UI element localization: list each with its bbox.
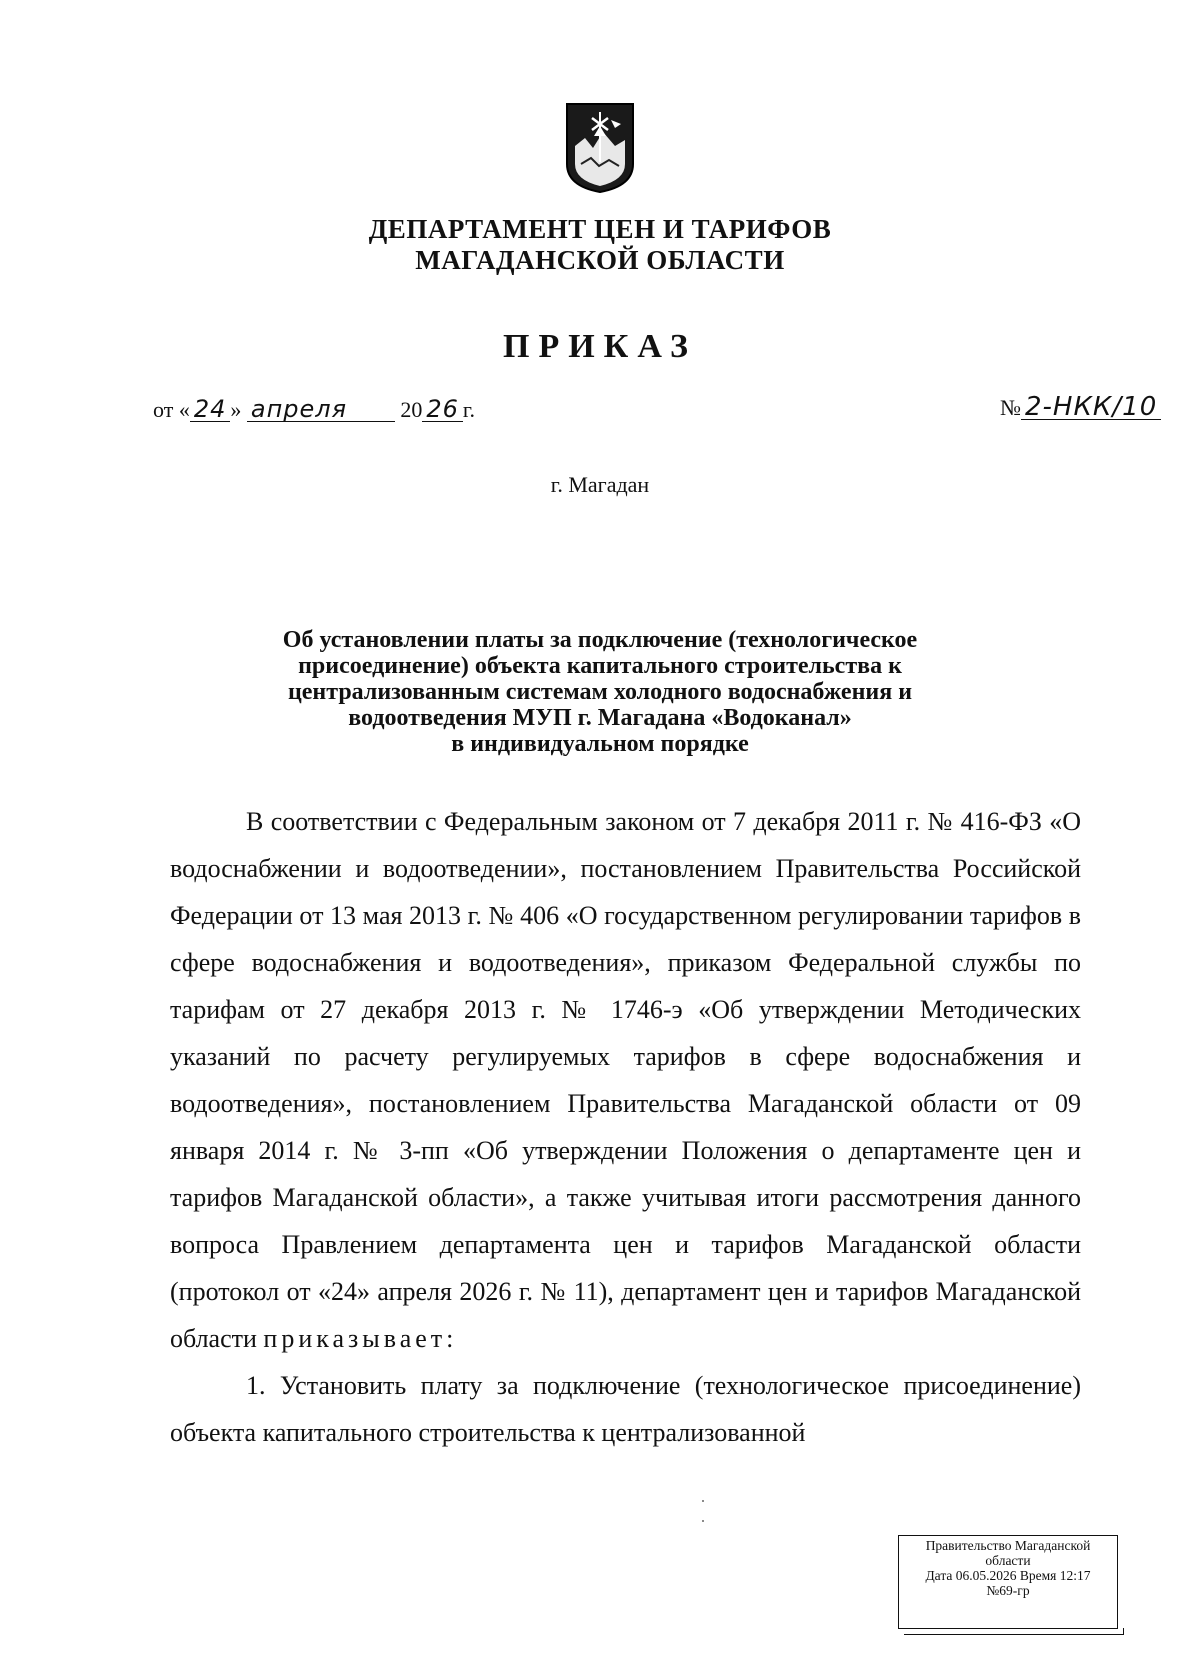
city-name: г. Магадан <box>550 472 650 497</box>
preamble-paragraph: В соответствии с Федеральным законом от 7 декабря 2011 г. № 416-ФЗ «О водоснабжении и водоотведении», постановлением Правительства Российской Федерации от 13 мая 2013 г. № 406 «О государственном регулировании тарифов в сфере водоснабжения и водоотведения», приказом Федеральной службы по тарифам от 27 декабря 2013 г. № 1746-э «Об утверждении Методических указаний по расчету регулируемых тарифов в сфере водоснабжения и водоотведения», постановлением Правительства Магаданской области от 09 января 2014 г. № 3-пп «Об утверждении Положения о департаменте цен и тарифов Магаданской области», а также учитывая итоги рассмотрения данного вопроса Правлением департамента цен и тарифов Магаданской области (протокол от «24» апреля 2026 г. № 11), департамент цен и тарифов Магаданской области приказывает: <box>170 807 1081 1353</box>
order-date <box>153 397 475 423</box>
order-subject <box>200 627 1000 757</box>
clause-1-paragraph: 1. Установить плату за подключение (технологическое присоединение) объекта капитального строительства к централизованной <box>170 1371 1081 1447</box>
document-type-title: ПРИКАЗ <box>503 328 697 365</box>
subject-line: присоединение) объекта капитального строительства к <box>298 653 902 679</box>
order-number <box>1000 392 1161 422</box>
coat-of-arms-icon <box>565 102 635 194</box>
subject-line: централизованным системам холодного водоснабжения и <box>287 679 913 705</box>
subject-line: в индивидуальном порядке <box>451 731 749 757</box>
number-value-handwritten: 2-НКК/10 <box>1021 395 1161 420</box>
stamp-line: Правительство Магаданской <box>925 1538 1091 1553</box>
number-prefix: № <box>1000 395 1021 420</box>
order-body <box>170 798 1081 1456</box>
stamp-line: №69-гр <box>986 1583 1030 1598</box>
stamp-line: Дата 06.05.2026 Время 12:17 <box>925 1568 1091 1583</box>
department-name-line-1: ДЕПАРТАМЕНТ ЦЕН И ТАРИФОВ <box>368 214 832 244</box>
subject-line: Об установлении платы за подключение (технологическое <box>282 627 918 653</box>
registration-stamp <box>898 1535 1118 1629</box>
date-year-handwritten: 26 <box>422 397 463 422</box>
date-year-prefix: 20 <box>400 397 423 422</box>
date-day-handwritten: 24 <box>190 397 231 422</box>
subject-line: водоотведения МУП г. Магадана «Водоканал» <box>348 705 852 731</box>
stamp-line: области <box>985 1553 1031 1568</box>
orders-word: приказывает: <box>263 1324 458 1353</box>
scan-speck <box>702 1500 704 1502</box>
scan-speck <box>702 1520 704 1522</box>
date-month-handwritten: апреля <box>247 397 395 422</box>
date-prefix: от « <box>153 397 190 422</box>
department-name-line-2: МАГАДАНСКОЙ ОБЛАСТИ <box>415 245 785 275</box>
date-year-suffix: г. <box>462 397 475 422</box>
date-mid: » <box>230 397 242 422</box>
